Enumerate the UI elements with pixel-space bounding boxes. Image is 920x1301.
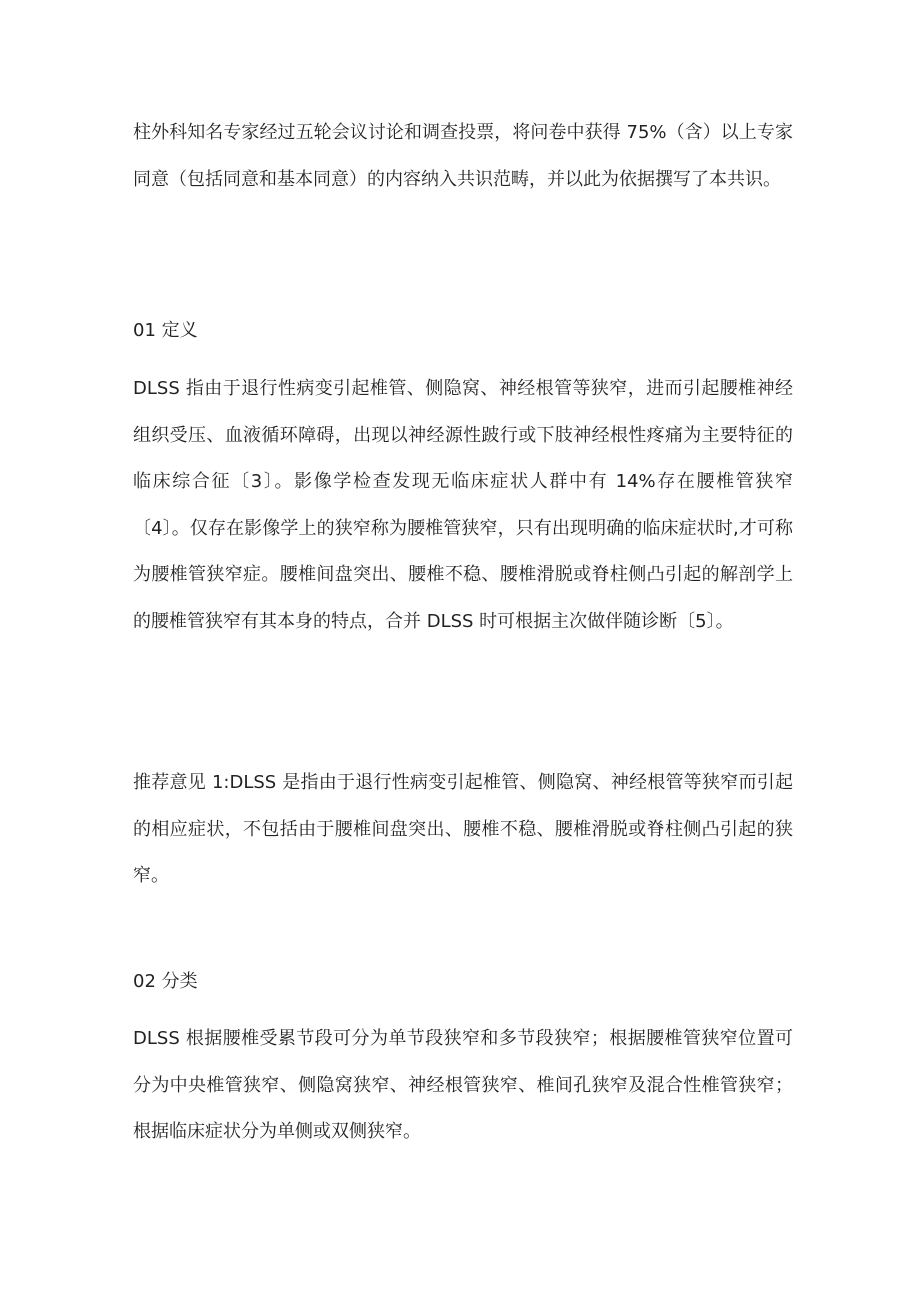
definition-paragraph: DLSS 指由于退行性病变引起椎管、侧隐窝、神经根管等狭窄，进而引起腰椎神经组织受压、血液循环障碍，出现以神经源性跛行或下肢神经根性疼痛为主要特征的临床综合征〔3〕。影像学检查发现无临床症状人群中有 14%存在腰椎管狭窄〔4〕。仅存在影像学上的狭窄称为腰椎管狭窄，只有出现明确的临床症状时,才可称为腰椎管狭窄症。腰椎间盘突出、腰椎不稳、腰椎滑脱或脊柱侧凸引起的解剖学上的腰椎管狭窄有其本身的特点，合并 DLSS 时可根据主次做伴随诊断〔5〕。 [133, 378, 793, 632]
classification-paragraph: DLSS 根据腰椎受累节段可分为单节段狭窄和多节段狭窄；根据腰椎管狭窄位置可分为中央椎管狭窄、侧隐窝狭窄、神经根管狭窄、椎间孔狭窄及混合性椎管狭窄；根据临床症状分为单侧或双侧狭窄。 [133, 1028, 793, 1142]
recommendation-paragraph: 推荐意见 1:DLSS 是指由于退行性病变引起椎管、侧隐窝、神经根管等狭窄而引起的相应症状，不包括由于腰椎间盘突出、腰椎不稳、腰椎滑脱或脊柱侧凸引起的狭窄。 [133, 772, 793, 886]
intro-paragraph: 柱外科知名专家经过五轮会议讨论和调查投票，将问卷中获得 75%（含）以上专家同意（包括同意和基本同意）的内容纳入共识范畴，并以此为依据撰写了本共识。 [133, 122, 793, 190]
section-heading-definition: 01 定义 [133, 320, 198, 341]
section-heading-classification: 02 分类 [133, 971, 198, 992]
